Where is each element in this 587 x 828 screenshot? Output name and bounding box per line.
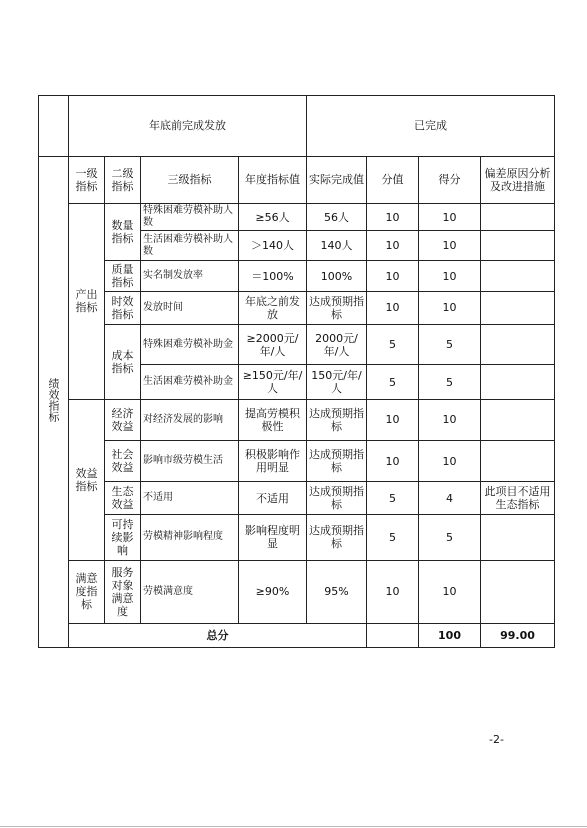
score-value: 5 [367,514,419,560]
got-value: 5 [419,365,481,399]
score-value: 10 [367,291,419,324]
sub-indicator: 经济效益 [105,399,141,440]
performance-table [38,95,555,648]
got-value: 10 [419,291,481,324]
got-value: 10 [419,203,481,230]
indicator: 影响市级劳模生活 [141,441,239,482]
target-value: ≥56人 [239,203,307,230]
page-number: -2- [489,733,504,746]
target-value: 年底之前发放 [239,291,307,324]
indicator: 劳模精神影响程度 [141,514,239,560]
target-value: 影响程度明显 [239,514,307,560]
got-value: 10 [419,231,481,261]
actual-value: 达成预期指标 [307,441,367,482]
col-header-actual: 实际完成值 [307,156,367,203]
score-value: 10 [367,231,419,261]
note-value [481,203,555,230]
indicator: 生活困难劳模补助人数 [141,231,239,261]
actual-value: 达成预期指标 [307,514,367,560]
header-right: 已完成 [307,96,555,157]
score-value: 5 [367,365,419,399]
score-value: 5 [367,482,419,514]
sub-indicator: 社会效益 [105,441,141,482]
col-header-got: 得分 [419,156,481,203]
note-value [481,399,555,440]
group-benefit: 效益指标 [69,399,105,560]
total-score: 100 [419,623,481,647]
actual-value: 达成预期指标 [307,291,367,324]
sub-indicator: 时效指标 [105,291,141,324]
note-value [481,441,555,482]
note-value [481,561,555,624]
indicator: 实名制发放率 [141,261,239,291]
col-header-score: 分值 [367,156,419,203]
sub-indicator: 成本指标 [105,325,141,400]
page-bottom-divider [0,826,587,827]
actual-value: 140人 [307,231,367,261]
got-value: 5 [419,325,481,365]
actual-value: 95% [307,561,367,624]
header-blank-cell [39,96,69,157]
header-left: 年底前完成发放 [69,96,307,157]
indicator: 特殊困难劳模补助人数 [141,203,239,230]
got-value: 4 [419,482,481,514]
note-value [481,365,555,399]
total-got: 99.00 [481,623,555,647]
actual-value: 2000元/年/人 [307,325,367,365]
note-value: 此项目不适用生态指标 [481,482,555,514]
actual-value: 56人 [307,203,367,230]
sub-indicator: 服务对象满意度 [105,561,141,624]
actual-value: 150元/年/人 [307,365,367,399]
score-value: 10 [367,399,419,440]
got-value: 5 [419,514,481,560]
indicator: 特殊困难劳模补助金 [141,325,239,365]
note-value [481,261,555,291]
col-header-level2: 二级指标 [105,156,141,203]
actual-value: 达成预期指标 [307,482,367,514]
got-value: 10 [419,399,481,440]
col-header-level3: 三级指标 [141,156,239,203]
target-value: ＞140人 [239,231,307,261]
indicator: 不适用 [141,482,239,514]
note-value [481,325,555,365]
score-value: 10 [367,441,419,482]
sub-indicator: 可持续影响 [105,514,141,560]
target-value: 提高劳模积极性 [239,399,307,440]
target-value: ＝100% [239,261,307,291]
target-value: ≥90% [239,561,307,624]
score-value: 5 [367,325,419,365]
target-value: ≥150元/年/人 [239,365,307,399]
got-value: 10 [419,441,481,482]
sub-indicator: 质量指标 [105,261,141,291]
total-blank-cell [367,623,419,647]
score-value: 10 [367,203,419,230]
target-value: ≥2000元/年/人 [239,325,307,365]
indicator: 生活困难劳模补助金 [141,365,239,399]
indicator: 发放时间 [141,291,239,324]
target-value: 不适用 [239,482,307,514]
note-value [481,514,555,560]
actual-value: 100% [307,261,367,291]
indicator: 劳模满意度 [141,561,239,624]
group-output: 产出指标 [69,203,105,399]
note-value [481,291,555,324]
sub-indicator: 生态效益 [105,482,141,514]
note-value [481,231,555,261]
col-header-note: 偏差原因分析及改进措施 [481,156,555,203]
col-header-level1: 一级指标 [69,156,105,203]
group-satisfaction: 满意度指标 [69,561,105,624]
got-value: 10 [419,261,481,291]
sub-indicator: 数量指标 [105,203,141,261]
indicator: 对经济发展的影响 [141,399,239,440]
score-value: 10 [367,261,419,291]
target-value: 积极影响作用明显 [239,441,307,482]
score-value: 10 [367,561,419,624]
col-header-target: 年度指标值 [239,156,307,203]
category-cell [39,156,69,647]
got-value: 10 [419,561,481,624]
actual-value: 达成预期指标 [307,399,367,440]
total-label: 总分 [69,623,367,647]
category-label: 绩效指标 [47,378,60,423]
